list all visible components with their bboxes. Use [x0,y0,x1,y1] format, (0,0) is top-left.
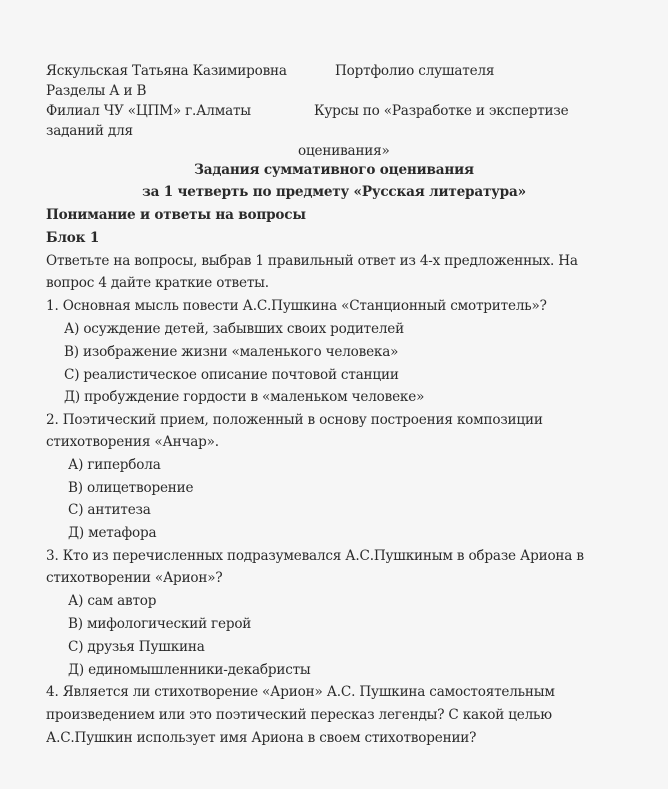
sections-label: Разделы А и В [46,83,147,99]
option: А) сам автор [68,593,157,609]
question-4-cont: А.С.Пушкин использует имя Ариона в своем стихотворении? [46,730,477,746]
question-2-cont: стихотворения «Анчар». [46,434,219,450]
question-3: 3. Кто из перечисленных подразумевался А.С.Пушкиным в образе Ариона в [46,548,584,564]
option: В) мифологический герой [68,616,252,632]
option: Д) метафора [68,525,157,541]
option: С) реалистическое описание почтовой станции [64,367,399,383]
option: С) друзья Пушкина [68,639,205,655]
instructions-line: вопрос 4 дайте краткие ответы. [46,275,269,291]
instructions-line: Ответьте на вопросы, выбрав 1 правильный ответ из 4-х предложенных. На [46,253,578,269]
block-heading: Блок 1 [46,230,100,246]
doc-title-line-1: Задания суммативного оценивания [194,162,474,178]
author-name: Яскульская Татьяна Казимировна [46,63,287,79]
course-line-1: Курсы по «Разработке и экспертизе [314,103,569,119]
section-heading: Понимание и ответы на вопросы [46,207,306,223]
branch-label: Филиал ЧУ «ЦПМ» г.Алматы [46,103,251,119]
option: А) гипербола [68,457,161,473]
question-1: 1. Основная мысль повести А.С.Пушкина «Станционный смотритель»? [46,298,547,314]
option: А) осуждение детей, забывших своих родителей [64,321,404,337]
option: Д) единомышленники-декабристы [68,662,311,678]
question-2: 2. Поэтический прием, положенный в основу построения композиции [46,412,543,428]
option: В) изображение жизни «маленького человека» [64,344,399,360]
question-4-cont: произведением или это поэтический пересказ легенды? С какой целью [46,707,552,723]
option: В) олицетворение [68,480,194,496]
course-line-3: оценивания» [298,143,390,159]
portfolio-label: Портфолио слушателя [335,63,495,79]
question-4: 4. Является ли стихотворение «Арион» А.С. Пушкина самостоятельным [46,684,555,700]
course-line-2: заданий для [46,123,133,139]
option: С) антитеза [68,502,151,518]
doc-title-line-2: за 1 четверть по предмету «Русская литература» [142,184,526,200]
option: Д) пробуждение гордости в «маленьком человеке» [64,389,425,405]
question-3-cont: стихотворении «Арион»? [46,570,223,586]
